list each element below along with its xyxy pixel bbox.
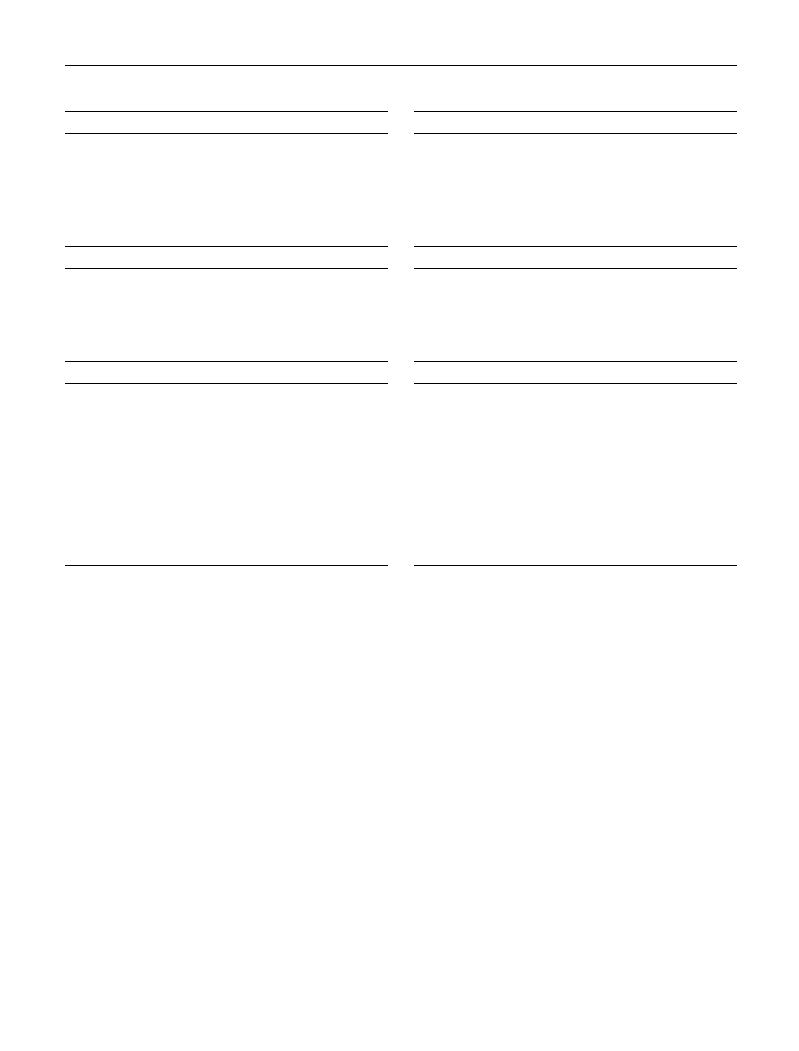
left-block-3-header-rule [65, 383, 388, 384]
header-rule [65, 65, 737, 66]
right-block-3-top-rule [414, 361, 737, 362]
left-block-3-top-rule [65, 361, 388, 362]
left-block-3-bottom-rule [65, 565, 388, 566]
left-block-1-top-rule [65, 111, 388, 112]
right-block-1-top-rule [414, 111, 737, 112]
left-block-2-header-rule [65, 268, 388, 269]
right-block-3-header-rule [414, 383, 737, 384]
left-block-2-top-rule [65, 246, 388, 247]
right-block-2-top-rule [414, 246, 737, 247]
left-block-1-header-rule [65, 133, 388, 134]
right-block-1-header-rule [414, 133, 737, 134]
right-block-2-header-rule [414, 268, 737, 269]
right-block-3-bottom-rule [414, 565, 737, 566]
